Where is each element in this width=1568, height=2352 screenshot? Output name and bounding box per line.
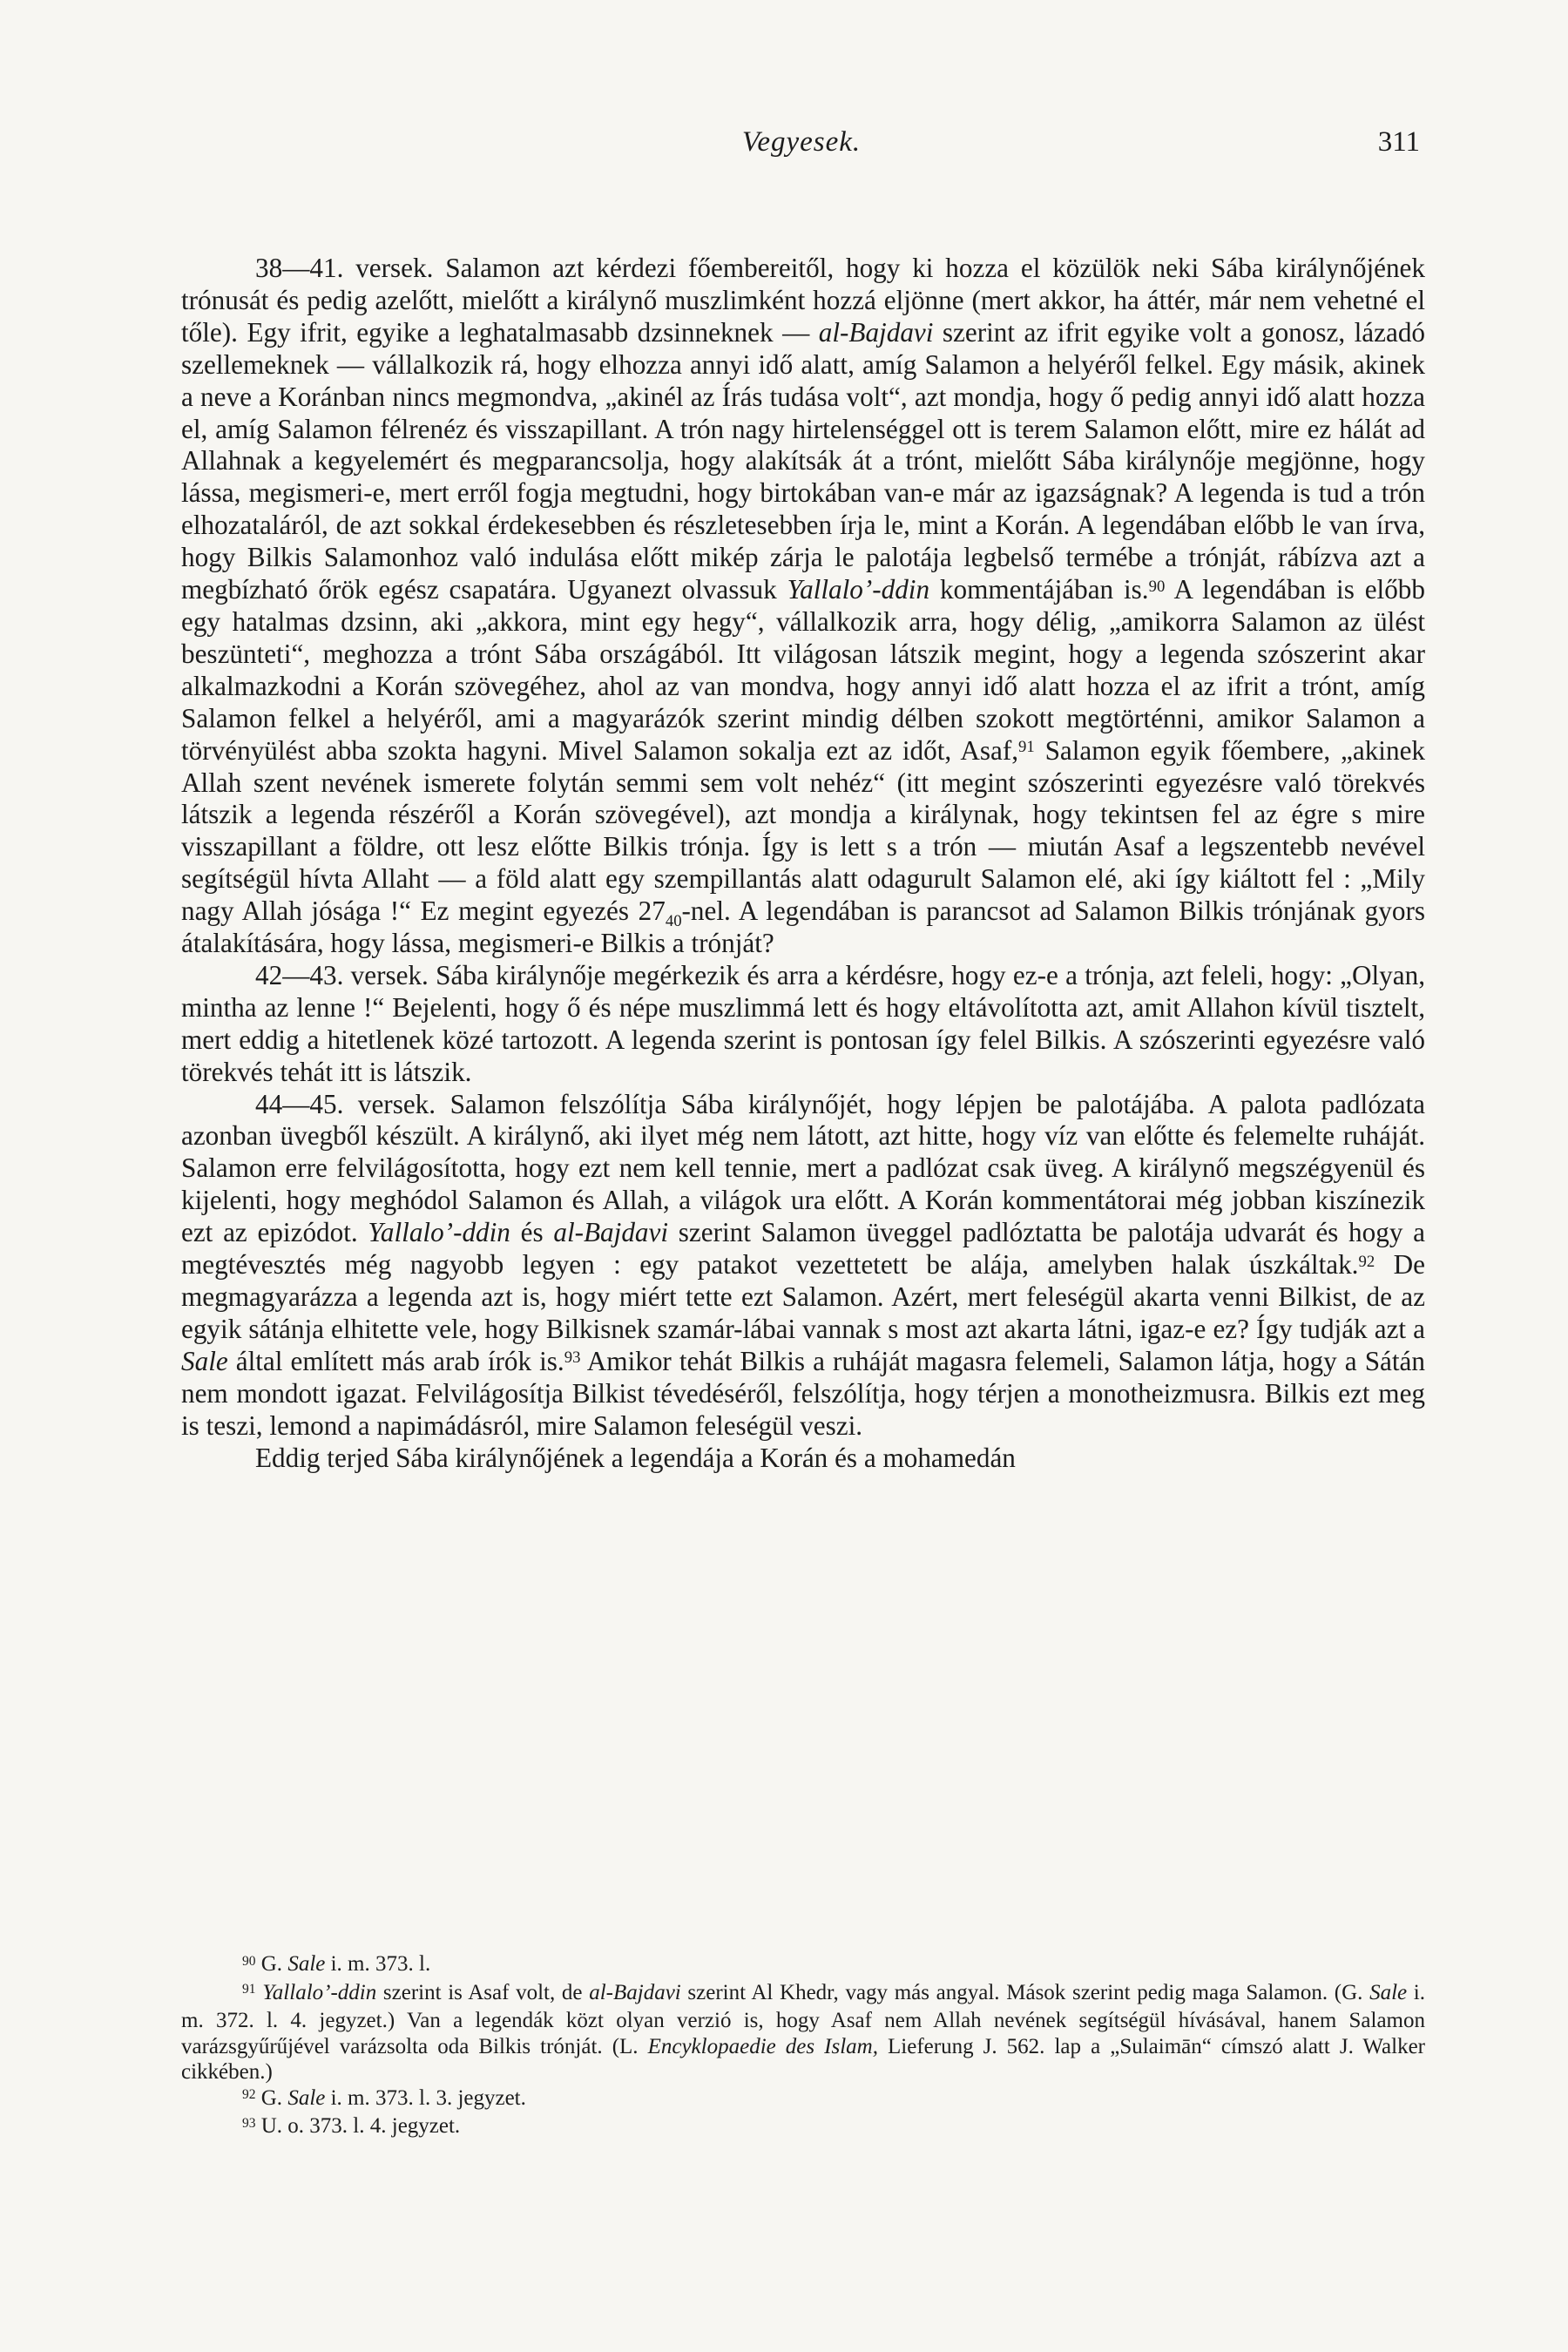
footnotes xyxy=(181,1951,1425,2142)
text-run: és xyxy=(510,1217,554,1248)
text-run: szerint az ifrit egyike volt a gonosz, lázadó szellemeknek — vállalkozik rá, hogy elhozza annyi idő alatt, amíg Salamon a helyéről felkel. Egy másik, akinek a neve a Koránban nincs megmondva, „akinél az Írás tudása volt“, azt mondja, hogy ő pedig annyi idő alatt hozza el, amíg Salamon félrenéz és visszapillant. A trón nagy hirtelenséggel ott is terem Salamon előtt, mire ez hálát ad Allahnak a kegyelemért és megparancsolja, hogy alakítsák át a trónt, mielőtt Sába királynője megjönne, hogy lássa, megismeri-e, mert erről fogja megtudni, hogy birtokában van-e már az igazságnak? A legenda is tud a trón elhozataláról, de azt sokkal érdekesebben és részletesebben írja le, mint a Korán. A legendában előbb le van írva, hogy Bilkis Salamonhoz való indulása előtt mikép zárja le palotája legbelső termébe a trónját, rábízva azt a megbízható őrök egész csapatára. Ugyanezt olvassuk xyxy=(181,316,1426,605)
text-run: 44—45. versek. Salamon felszólítja Sába királynőjét, hogy lépjen be palotájába. A palota padlózata azonban üvegből készült. A királynő, aki ilyet még nem látott, azt hitte, hogy víz van előtte és felemelte ruháját. Salamon erre felvilágosította, hogy ezt nem kell tennie, mert a padlózat csak üveg. A királynő megszégyenül és kijelenti, hogy meghódol Salamon és Allah, a világok ura előtt. A Korán kommentátorai még jobban kiszínezik ezt az epizódot. xyxy=(181,1088,1425,1248)
text-run: De megmagyarázza a legenda azt is, hogy miért tette ezt Salamon. Azért, mert feleségül akarta venni Bilkist, de az egyik sátánja elhitette vele, hogy Bilkisnek szamár-lábai vannak s most azt akarta látni, igaz-e ez? Így tudják azt a xyxy=(181,1249,1425,1344)
text-run: Salamon egyik főembere, „akinek Allah szent nevének ismerete folytán semmi sem volt nehéz“ (itt megint szószerinti egyezésre való törekvés látszik a legenda részéről a Korán szövegével), azt mondja a királynak, hogy tekintsen fel az égre s mire visszapillant a földre, ott lesz előtte Bilkis trónja. Így is lett s a trón — miután Asaf a legszentebb nevével segítségül hívta Allaht — a föld alatt egy szempillantás alatt odagurult Salamon elé, aki így kiáltott fel : „Mily nagy Allah jósága !“ Ez megint egyezés 27 xyxy=(181,734,1426,927)
text-run: A legendában is előbb egy hatalmas dzsinn, aki „akkora, mint egy hegy“, vállalkozik arra, hogy délig, „amikorra Salamon az ülést beszünteti“, meghozza a trónt Sába országából. Itt világosan látszik megint, hogy a legenda szószerint akar alkalmazkodni a Korán szövegéhez, ahol az van mondva, hogy annyi idő alatt hozza el az ifrit a trónt, amíg Salamon felkel a helyéről, ami a magyarázók szerint mindig délben szokott megtörténni, amikor Salamon a törvényülést abba szokta hagyni. Mivel Salamon sokalja ezt az időt, Asaf, xyxy=(181,574,1425,766)
running-title: Vegyesek. xyxy=(741,126,862,158)
footnote-ref: 93 xyxy=(564,1348,581,1368)
footnote-number: 92 xyxy=(242,2087,256,2103)
footnote xyxy=(181,2113,1425,2142)
footnote-number: 93 xyxy=(242,2115,256,2131)
text-run: Eddig terjed Sába királynőjének a legendája a Korán és a mohamedán xyxy=(255,1442,1016,1473)
italic-text: Sale xyxy=(287,1952,326,1976)
text-run: szerint is Asaf volt, de xyxy=(376,1980,590,2004)
text-run: Amikor tehát Bilkis a ruháját magasra felemeli, Salamon látja, hogy a Sátán nem mondott igazat. Felvilágosítja Bilkist tévedéséről, felszólítja, hogy térjen a monotheizmusra. Bilkis ezt meg is teszi, lemond a napimádásról, mire Salamon feleségül veszi. xyxy=(181,1345,1425,1441)
subscript: 40 xyxy=(665,912,682,931)
running-header xyxy=(183,126,1420,179)
footnote-ref: 90 xyxy=(1148,577,1166,596)
text-run: -nel. A legendában is parancsot ad Salamon Bilkis trónjának gyors átalakítására, hogy lássa, megismeri-e Bilkis a trónját? xyxy=(181,896,1425,959)
text-run: G. xyxy=(260,1952,288,1976)
italic-text: al-Bajdavi xyxy=(818,316,934,348)
text-run: Lieferung J. 562. lap a „Sulaimān“ címszó alatt J. Walker cikkében.) xyxy=(181,2034,1425,2084)
italic-text: al-Bajdavi xyxy=(553,1217,669,1248)
paragraph xyxy=(181,1089,1425,1443)
footnote-text xyxy=(261,1952,430,1976)
main-text xyxy=(181,253,1425,1474)
page-number: 311 xyxy=(1377,126,1420,158)
footnote-ref: 92 xyxy=(1358,1252,1375,1271)
italic-text: Encyklopaedie des Islam, xyxy=(647,2034,878,2058)
italic-text: al-Bajdavi xyxy=(589,1980,681,2004)
footnote-text xyxy=(261,2114,460,2138)
text-run: i. m. 372. l. 4. jegyzet.) Van a legendák közt olyan verzió is, hogy Asaf nem Allah nevének segítségül hívásával, hanem Salamon varázsgyűrűjével varázsolta oda Bilkis trónját. (L. xyxy=(181,1980,1426,2058)
footnote-text xyxy=(181,1981,1425,2085)
footnote-number: 90 xyxy=(242,1953,256,1969)
footnote xyxy=(181,1980,1425,2085)
text-run: kommentájában is. xyxy=(929,574,1149,605)
text-run: i. m. 373. l. xyxy=(325,1952,431,1976)
italic-text: Sale xyxy=(287,2085,326,2110)
text-run: G. xyxy=(260,2085,288,2110)
text-run: i. m. 373. l. 3. jegyzet. xyxy=(325,2085,526,2110)
text-run: szerint Al Khedr, vagy más angyal. Mások szerint pedig maga Salamon. (G. xyxy=(680,1980,1370,2004)
paragraph xyxy=(181,1443,1425,1475)
italic-text: Sale xyxy=(1369,1980,1408,2004)
italic-text: Yallalo’-ddin xyxy=(262,1980,377,2004)
text-run: 38—41. versek. Salamon azt kérdezi főembereitől, hogy ki hozza el közülök neki Sába királynőjének trónusát és pedig azelőtt, mielőtt a királynő muszlimként hozzá eljönne (mert akkor, ha áttér, már nem vehetné el tőle). Egy ifrit, egyike a leghatalmasabb dzsinneknek — xyxy=(181,253,1425,348)
text-run: U. o. 373. l. 4. jegyzet. xyxy=(260,2114,461,2138)
paragraph xyxy=(181,960,1425,1089)
italic-text: Yallalo’-ddin xyxy=(787,574,930,605)
italic-text: Yallalo’-ddin xyxy=(368,1217,510,1248)
footnote xyxy=(181,1951,1425,1980)
footnote-number: 91 xyxy=(242,1982,256,1997)
footnote xyxy=(181,2085,1425,2114)
text-run: szerint Salamon üveggel padlóztatta be palotája udvarát és hogy a megtévesztés még nagyobb legyen : egy patakot vezettetett be alája, amelyben halak úszkáltak. xyxy=(181,1217,1425,1281)
footnote-text xyxy=(261,2086,526,2110)
text-run: által említett más arab írók is. xyxy=(227,1345,564,1376)
paragraph xyxy=(181,253,1425,960)
footnote-ref: 91 xyxy=(1018,738,1035,757)
italic-text: Sale xyxy=(181,1345,228,1376)
text-run: 42—43. versek. Sába királynője megérkezik és arra a kérdésre, hogy ez-e a trónja, azt feleli, hogy: „Olyan, mintha az lenne !“ Bejelenti, hogy ő és népe muszlimmá lett és hogy eltávolította azt, amit Allahon kívül tisztelt, mert eddig a hitetlenek közé tartozott. A legenda szerint is pontosan így felel Bilkis. A szószerinti egyezésre való törekvés tehát itt is látszik. xyxy=(181,959,1425,1087)
